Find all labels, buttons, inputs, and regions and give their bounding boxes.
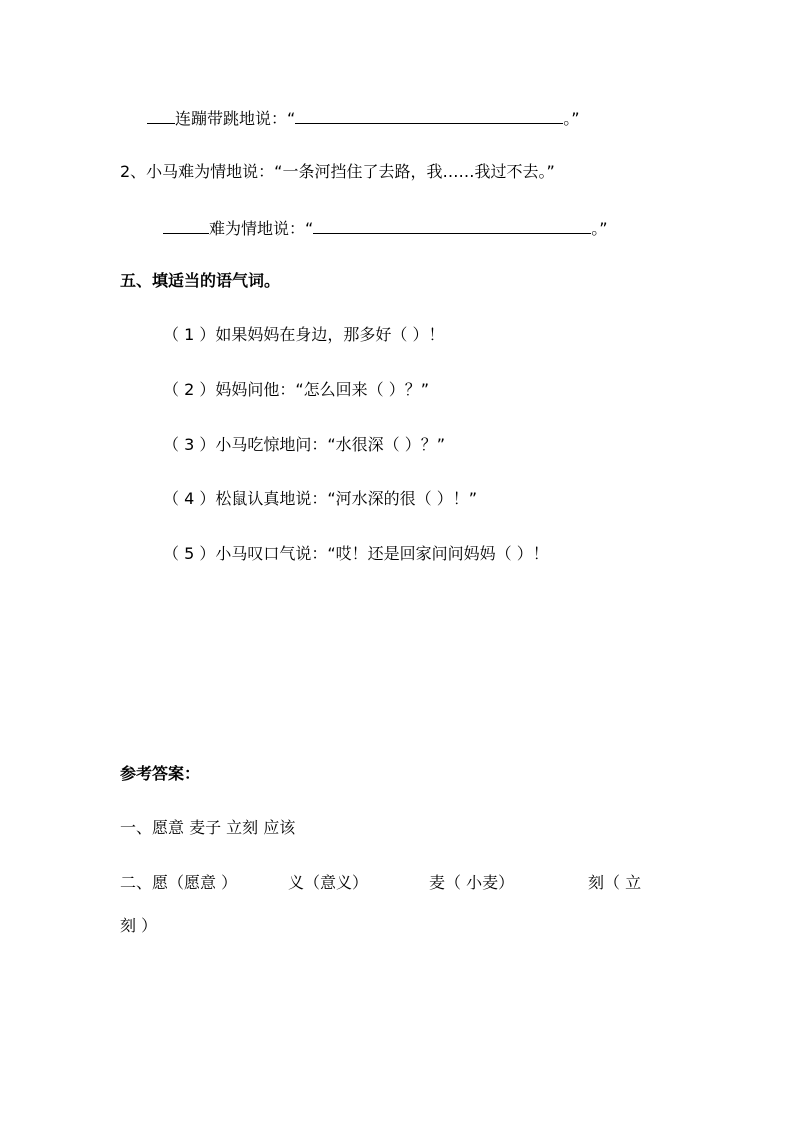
answer-blank[interactable]	[163, 216, 209, 234]
exercise5-heading: 五、填适当的语气词。	[120, 271, 281, 290]
answers-one: 一、愿意 麦子 立刻 应该	[120, 818, 296, 837]
exercise4-line1	[147, 106, 580, 128]
answer-blank[interactable]	[313, 216, 591, 234]
answer-blank[interactable]	[147, 106, 175, 124]
answers-heading: 参考答案：	[120, 764, 201, 783]
exercise5-item-1: （ 1 ）如果妈妈在身边，那多好（ ）！	[163, 325, 445, 344]
exercise5-item-5: （ 5 ）小马叹口气说：“哎！还是回家问问妈妈（ ）！	[163, 544, 549, 563]
answers-two-part-2: 义（意义）	[288, 873, 369, 892]
exercise4-line1-text: 连蹦带跳地说：“	[175, 109, 296, 128]
answer-blank[interactable]	[295, 106, 563, 124]
exercise5-item-3: （ 3 ）小马吃惊地问：“水很深（ ）？”	[163, 435, 446, 454]
exercise5-item-2: （ 2 ）妈妈问他：“怎么回来（ ）？”	[163, 380, 430, 399]
exercise4-line2-text: 难为情地说：“	[209, 219, 314, 238]
exercise4-item2: 2、小马难为情地说：“一条河挡住了去路，我……我过不去。”	[120, 162, 555, 181]
exercise5-item-4: （ 4 ）松鼠认真地说：“河水深的很（ ）！”	[163, 489, 478, 508]
answers-two-part-4: 刻（ 立	[588, 873, 642, 892]
answers-two-part-1: 二、愿（愿意 ）	[120, 873, 238, 892]
exercise4-line1-end: 。”	[563, 109, 580, 128]
answers-two-line2: 刻 ）	[120, 916, 158, 935]
exercise4-line2-end: 。”	[591, 219, 608, 238]
exercise4-line2	[163, 216, 608, 238]
answers-two-part-3: 麦（ 小麦）	[429, 873, 515, 892]
